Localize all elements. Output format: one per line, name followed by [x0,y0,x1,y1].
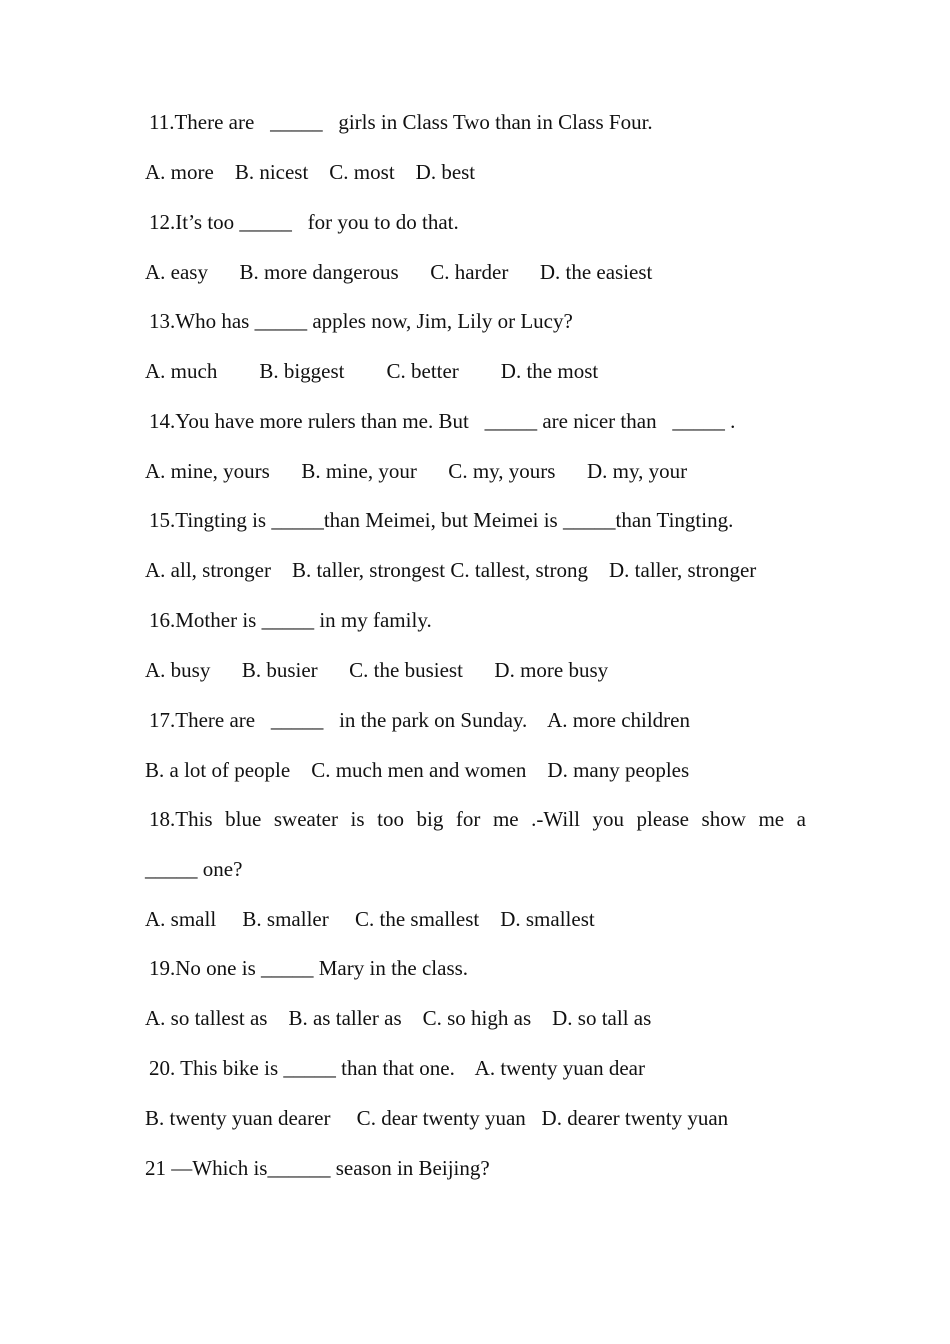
question-18-continued: _____ one? [145,857,243,881]
options-18: A. small B. smaller C. the smallest D. smallest [145,907,595,931]
options-17: B. a lot of people C. much men and women D. many peoples [145,758,690,782]
question-17: 17.There are _____ in the park on Sunday. A. more children [149,708,690,732]
question-21: 21 —Which is______ season in Beijing? [145,1156,490,1180]
options-15: A. all, stronger B. taller, strongest C. tallest, strong D. taller, stronger [145,558,757,582]
question-13: 13.Who has _____ apples now, Jim, Lily or Lucy? [149,309,573,333]
question-15: 15.Tingting is _____than Meimei, but Meimei is _____than Tingting. [149,508,734,532]
options-16: A. busy B. busier C. the busiest D. more busy [145,658,609,682]
options-14: A. mine, yours B. mine, your C. my, yours D. my, your [145,459,688,483]
question-18: 18.This blue sweater is too big for me .-Will you please show me a [149,807,806,831]
question-19: 19.No one is _____ Mary in the class. [149,956,469,980]
question-12: 12.It’s too _____ for you to do that. [149,210,459,234]
question-14: 14.You have more rulers than me. But _____ are nicer than _____ . [149,409,736,433]
question-11: 11.There are _____ girls in Class Two than in Class Four. [149,110,653,134]
options-12: A. easy B. more dangerous C. harder D. the easiest [145,260,653,284]
question-20: 20. This bike is _____ than that one. A. twenty yuan dear [149,1056,645,1080]
options-20: B. twenty yuan dearer C. dear twenty yuan D. dearer twenty yuan [145,1106,729,1130]
options-19: A. so tallest as B. as taller as C. so high as D. so tall as [145,1006,652,1030]
options-11: A. more B. nicest C. most D. best [145,160,476,184]
question-16: 16.Mother is _____ in my family. [149,608,432,632]
options-13: A. much B. biggest C. better D. the most [145,359,599,383]
